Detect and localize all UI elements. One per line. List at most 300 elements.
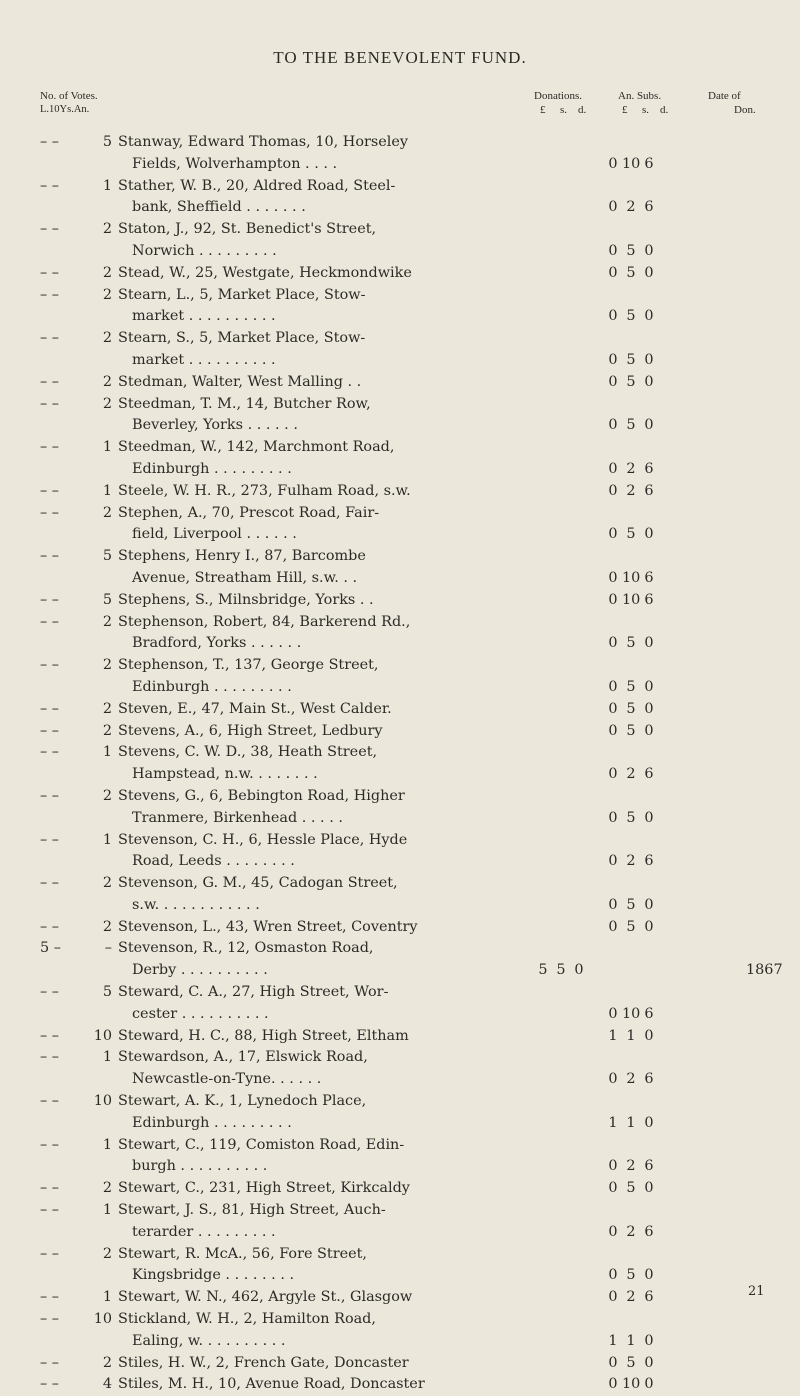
entry-line-1: Staton, J., 92, St. Benedict's Street, — [118, 221, 377, 238]
entry-line-1: Stiles, M. H., 10, Avenue Road, Doncaster — [118, 1376, 425, 1393]
entry-ly-marks: – – — [40, 744, 59, 761]
donation-amount: 0 — [574, 962, 584, 979]
page-number: 21 — [748, 1284, 765, 1299]
entry-line-1: Steward, H. C., 88, High Street, Eltham — [118, 1027, 409, 1044]
entry-ly-marks: – – — [40, 134, 59, 150]
entry-ly-marks: – – — [40, 984, 59, 1001]
subscription-amount: 0 — [608, 1289, 618, 1306]
entry-votes: 1 — [102, 744, 112, 761]
entry-line-1: Stewart, J. S., 81, High Street, Auch- — [118, 1202, 386, 1219]
subscription-amount: 2 — [626, 1158, 636, 1175]
entry-line-1: Stedman, Walter, West Malling . . — [118, 373, 362, 390]
entry-subscription — [604, 1287, 684, 1309]
subscription-amount: 5 — [626, 722, 636, 739]
list-item — [0, 1309, 800, 1353]
entry-subscription — [604, 808, 684, 830]
entry-line-1: Stevenson, L., 43, Wren Street, Coventry — [118, 918, 418, 935]
col-donations-units: £ s. d. — [540, 104, 587, 116]
entry-text — [118, 917, 458, 939]
subscription-amount: 5 — [626, 918, 636, 935]
entry-ly-marks: – – — [40, 831, 59, 848]
list-item — [0, 1287, 800, 1309]
entry-subscription — [604, 1222, 684, 1244]
entry-subscription — [604, 677, 684, 699]
entry-ly-marks: – – — [40, 1027, 59, 1044]
subscription-amount: 0 — [644, 526, 654, 543]
entry-text — [118, 546, 458, 590]
list-item — [0, 372, 800, 394]
entry-ly-marks: – – — [40, 373, 59, 390]
entry-text — [118, 721, 458, 743]
subscription-amount: 10 — [622, 155, 641, 172]
subscription-amount: 10 — [622, 1376, 641, 1393]
subscription-amount: 0 — [608, 766, 618, 783]
subscription-amount: 5 — [626, 700, 636, 717]
entry-votes: 1 — [102, 1049, 112, 1066]
subscription-amount: 0 — [608, 351, 618, 368]
entry-line-1: Stephenson, T., 137, George Street, — [118, 657, 379, 674]
entry-subscription — [604, 1004, 684, 1026]
entry-text — [118, 437, 458, 481]
subscription-amount: 6 — [644, 1223, 654, 1240]
entry-text — [118, 1287, 458, 1309]
list-item — [0, 132, 800, 176]
entry-line-1: Stead, W., 25, Westgate, Heckmondwike — [118, 264, 412, 281]
entry-ly-marks: – – — [40, 918, 59, 935]
entry-votes: 2 — [102, 1354, 112, 1371]
donation-amount: 5 — [556, 962, 566, 979]
subscription-amount: 6 — [644, 766, 654, 783]
entry-ly-marks: – – — [40, 1093, 59, 1110]
subscription-amount: 10 — [622, 569, 641, 586]
entry-ly-marks: – – — [40, 875, 59, 892]
subscription-amount: 0 — [644, 896, 654, 913]
list-item — [0, 655, 800, 699]
list-item — [0, 1244, 800, 1288]
entry-line-2: Hampstead, n.w. . . . . . . . — [132, 766, 318, 783]
entry-line-2: Avenue, Streatham Hill, s.w. . . — [132, 569, 358, 586]
subscription-amount: 0 — [608, 526, 618, 543]
entry-text — [118, 176, 458, 220]
entry-line-1: Stewart, R. McA., 56, Fore Street, — [118, 1245, 367, 1262]
entry-votes: 2 — [102, 504, 112, 521]
entry-line-1: Stickland, W. H., 2, Hamilton Road, — [118, 1311, 376, 1328]
entry-line-1: Steward, C. A., 27, High Street, Wor- — [118, 984, 389, 1001]
entry-votes: 5 — [102, 984, 112, 1001]
subscription-amount: 0 — [608, 199, 618, 216]
list-item — [0, 873, 800, 917]
entry-text — [118, 1135, 458, 1179]
entry-line-1: Stewardson, A., 17, Elswick Road, — [118, 1049, 368, 1066]
subscription-amount: 5 — [626, 242, 636, 259]
list-item — [0, 917, 800, 939]
entry-subscription — [604, 1374, 684, 1396]
list-item — [0, 1374, 800, 1396]
entry-line-2: Bradford, Yorks . . . . . . — [132, 635, 302, 652]
entry-subscription — [604, 568, 684, 590]
subscription-amount: 0 — [644, 635, 654, 652]
entry-line-1: Steele, W. H. R., 273, Fulham Road, s.w. — [118, 482, 411, 499]
entry-ly-marks: – – — [40, 1311, 59, 1328]
entry-ly-marks: – – — [40, 221, 59, 238]
list-item — [0, 328, 800, 372]
entry-votes: 10 — [93, 1093, 112, 1110]
entry-line-1: Stephen, A., 70, Prescot Road, Fair- — [118, 504, 380, 521]
col-an-subs: An. Subs. — [618, 90, 662, 102]
entry-subscription — [604, 1156, 684, 1178]
entry-line-1: Stevens, G., 6, Bebington Road, Higher — [118, 787, 405, 804]
list-item — [0, 1200, 800, 1244]
entry-line-2: Tranmere, Birkenhead . . . . . — [132, 809, 343, 826]
subscription-amount: 1 — [608, 1114, 618, 1131]
subscription-amount: 5 — [626, 417, 636, 434]
entry-votes: 1 — [102, 177, 112, 194]
entry-text — [118, 1026, 458, 1048]
subscription-amount: 0 — [608, 1180, 618, 1197]
subscription-amount: 0 — [608, 155, 618, 172]
entry-votes: 2 — [102, 373, 112, 390]
col-an-subs-units: £ s. d. — [622, 104, 669, 116]
entry-text — [118, 590, 458, 612]
entry-text — [118, 328, 458, 372]
subscription-amount: 6 — [644, 591, 654, 608]
entry-line-1: Steven, E., 47, Main St., West Calder. — [118, 700, 392, 717]
entry-votes: 2 — [102, 395, 112, 412]
subscription-amount: 5 — [626, 678, 636, 695]
entry-text — [118, 938, 458, 982]
entry-text — [118, 372, 458, 394]
subscription-amount: 6 — [644, 853, 654, 870]
subscription-amount: 0 — [644, 700, 654, 717]
entry-text — [118, 1309, 458, 1353]
entry-line-1: Stiles, H. W., 2, French Gate, Doncaster — [118, 1354, 409, 1371]
entry-votes: 1 — [102, 1202, 112, 1219]
entry-subscription — [604, 241, 684, 263]
subscription-amount: 2 — [626, 482, 636, 499]
list-item — [0, 503, 800, 547]
list-item — [0, 219, 800, 263]
entry-ly-marks: – – — [40, 722, 59, 739]
entry-line-2: Edinburgh . . . . . . . . . — [132, 460, 292, 477]
entry-subscription — [604, 306, 684, 328]
entry-votes: 2 — [102, 264, 112, 281]
entry-text — [118, 132, 458, 176]
col-donations: Donations. — [534, 90, 582, 102]
entry-ly-marks: – – — [40, 657, 59, 674]
subscription-amount: 6 — [644, 155, 654, 172]
entry-ly-marks: – – — [40, 1136, 59, 1153]
entry-text — [118, 219, 458, 263]
subscription-amount: 0 — [608, 482, 618, 499]
running-head: TO THE BENEVOLENT FUND. — [273, 48, 527, 67]
subscription-amount: 0 — [644, 1267, 654, 1284]
entry-line-2: Edinburgh . . . . . . . . . — [132, 678, 292, 695]
entry-subscription — [604, 633, 684, 655]
subscription-amount: 0 — [644, 417, 654, 434]
entry-text — [118, 1091, 458, 1135]
entry-text — [118, 1244, 458, 1288]
entry-line-1: Stather, W. B., 20, Aldred Road, Steel- — [118, 177, 396, 194]
subscription-amount: 0 — [608, 1071, 618, 1088]
subscription-amount: 0 — [644, 308, 654, 325]
entry-line-2: terarder . . . . . . . . . — [132, 1223, 276, 1240]
entry-votes: 10 — [93, 1311, 112, 1328]
subscription-amount: 1 — [626, 1332, 636, 1349]
subscription-amount: 1 — [608, 1027, 618, 1044]
subscription-amount: 0 — [608, 460, 618, 477]
entry-line-1: Stephens, Henry I., 87, Barcombe — [118, 548, 366, 565]
entry-votes: 5 — [102, 134, 112, 150]
entry-ly-marks: – – — [40, 286, 59, 303]
entry-line-1: Stevenson, G. M., 45, Cadogan Street, — [118, 875, 398, 892]
subscription-amount: 0 — [644, 678, 654, 695]
entry-text — [118, 873, 458, 917]
list-item — [0, 263, 800, 285]
subscription-amount: 5 — [626, 351, 636, 368]
subscription-amount: 2 — [626, 460, 636, 477]
entry-subscription — [604, 1353, 684, 1375]
entry-line-2: Derby . . . . . . . . . . — [132, 962, 268, 979]
entry-text — [118, 1353, 458, 1375]
list-item — [0, 1047, 800, 1091]
subscription-amount: 0 — [608, 678, 618, 695]
entry-line-1: Stewart, A. K., 1, Lynedoch Place, — [118, 1093, 367, 1110]
entry-subscription — [604, 372, 684, 394]
list-item — [0, 699, 800, 721]
entry-ly-marks: – – — [40, 548, 59, 565]
entry-line-2: Ealing, w. . . . . . . . . . — [132, 1332, 286, 1349]
entry-line-2: Kingsbridge . . . . . . . . — [132, 1267, 295, 1284]
entry-votes: 2 — [102, 657, 112, 674]
entry-ly-marks: – – — [40, 591, 59, 608]
subscription-amount: 6 — [644, 1158, 654, 1175]
list-item — [0, 1178, 800, 1200]
entry-line-2: Beverley, Yorks . . . . . . — [132, 417, 298, 434]
subscription-amount: 5 — [626, 526, 636, 543]
subscription-amount: 0 — [608, 1223, 618, 1240]
col-date-of-don: Date of — [708, 90, 741, 102]
entry-votes: 5 — [102, 591, 112, 608]
entry-donation — [534, 960, 614, 982]
subscription-amount: 0 — [644, 373, 654, 390]
entry-text — [118, 394, 458, 438]
entry-votes: 1 — [102, 439, 112, 456]
subscription-amount: 0 — [608, 853, 618, 870]
entry-ly-marks: – – — [40, 1202, 59, 1219]
entry-ly-marks: – – — [40, 439, 59, 456]
entry-votes: 1 — [102, 1136, 112, 1153]
list-item — [0, 721, 800, 743]
subscription-amount: 5 — [626, 809, 636, 826]
entry-subscription — [604, 154, 684, 176]
subscription-amount: 0 — [608, 591, 618, 608]
list-item — [0, 938, 800, 982]
list-item — [0, 830, 800, 874]
entry-line-1: Stephens, S., Milnsbridge, Yorks . . — [118, 591, 374, 608]
entry-votes: 2 — [102, 700, 112, 717]
subscription-amount: 0 — [608, 1158, 618, 1175]
entry-votes: 1 — [102, 831, 112, 848]
entry-text — [118, 1047, 458, 1091]
subscription-amount: 6 — [644, 1289, 654, 1306]
entry-line-1: Stevens, A., 6, High Street, Ledbury — [118, 722, 383, 739]
col-date-of-don-2: Don. — [734, 104, 756, 116]
entry-line-1: Stewart, C., 231, High Street, Kirkcaldy — [118, 1180, 410, 1197]
subscription-amount: 1 — [608, 1332, 618, 1349]
subscription-amount: 0 — [608, 896, 618, 913]
entry-ly-marks: – – — [40, 613, 59, 630]
entry-subscription — [604, 1265, 684, 1287]
entry-votes: 2 — [102, 286, 112, 303]
subscription-amount: 2 — [626, 199, 636, 216]
col-no-of-votes: No. of Votes. — [40, 90, 98, 102]
subscription-amount: 0 — [644, 1354, 654, 1371]
subscription-amount: 0 — [608, 373, 618, 390]
entry-votes: 2 — [102, 1180, 112, 1197]
list-item — [0, 176, 800, 220]
subscription-amount: 6 — [644, 199, 654, 216]
entry-ly-marks: – – — [40, 1376, 59, 1393]
subscription-amount: 2 — [626, 1223, 636, 1240]
entry-line-1: Steedman, W., 142, Marchmont Road, — [118, 439, 395, 456]
entry-ly-marks: – – — [40, 1354, 59, 1371]
subscription-amount: 5 — [626, 308, 636, 325]
entry-subscription — [604, 197, 684, 219]
list-item — [0, 612, 800, 656]
list-item — [0, 481, 800, 503]
entry-line-1: Steedman, T. M., 14, Butcher Row, — [118, 395, 371, 412]
entry-votes: 1 — [102, 482, 112, 499]
subscription-amount: 0 — [644, 1376, 654, 1393]
entry-text — [118, 699, 458, 721]
subscription-amount: 0 — [644, 1114, 654, 1131]
subscription-amount: 0 — [644, 722, 654, 739]
subscription-amount: 0 — [644, 1332, 654, 1349]
subscription-amount: 0 — [644, 1180, 654, 1197]
entry-subscription — [604, 699, 684, 721]
entry-text — [118, 285, 458, 329]
entry-line-1: Stevenson, R., 12, Osmaston Road, — [118, 940, 374, 957]
entry-list — [0, 132, 800, 1396]
entry-date: 1867 — [746, 962, 783, 979]
subscription-amount: 0 — [608, 308, 618, 325]
subscription-amount: 0 — [644, 242, 654, 259]
subscription-amount: 0 — [608, 569, 618, 586]
entry-ly-marks: – – — [40, 1245, 59, 1262]
entry-line-2: burgh . . . . . . . . . . — [132, 1158, 268, 1175]
entry-text — [118, 1374, 458, 1396]
entry-text — [118, 982, 458, 1026]
entry-ly-marks: – – — [40, 330, 59, 347]
entry-subscription — [604, 350, 684, 372]
entry-votes: 1 — [102, 1289, 112, 1306]
list-item — [0, 742, 800, 786]
col-l10ys-an: L.10Ys.An. — [40, 104, 90, 115]
entry-subscription — [604, 415, 684, 437]
entry-ly-marks: – – — [40, 264, 59, 281]
entry-line-2: cester . . . . . . . . . . — [132, 1005, 269, 1022]
entry-subscription — [604, 263, 684, 285]
entry-subscription — [604, 524, 684, 546]
entry-subscription — [604, 1069, 684, 1091]
subscription-amount: 0 — [608, 1376, 618, 1393]
list-item — [0, 437, 800, 481]
entry-ly-marks: – – — [40, 700, 59, 717]
subscription-amount: 2 — [626, 1071, 636, 1088]
entry-subscription — [604, 590, 684, 612]
entry-text — [118, 786, 458, 830]
entry-line-2: field, Liverpool . . . . . . — [132, 526, 297, 543]
entry-votes: 2 — [102, 722, 112, 739]
entry-line-1: Stephenson, Robert, 84, Barkerend Rd., — [118, 613, 411, 630]
subscription-amount: 0 — [608, 722, 618, 739]
donation-amount: 5 — [538, 962, 548, 979]
subscription-amount: 0 — [608, 700, 618, 717]
subscription-amount: 6 — [644, 482, 654, 499]
entry-ly-marks: – – — [40, 1289, 59, 1306]
subscription-amount: 6 — [644, 1071, 654, 1088]
subscription-amount: 0 — [608, 1005, 618, 1022]
entry-text — [118, 612, 458, 656]
entry-subscription — [604, 1331, 684, 1353]
subscription-amount: 2 — [626, 853, 636, 870]
entry-ly-marks: – – — [40, 1180, 59, 1197]
entry-line-1: Stanway, Edward Thomas, 10, Horseley — [118, 134, 409, 150]
subscription-amount: 0 — [608, 417, 618, 434]
entry-votes: 2 — [102, 613, 112, 630]
entry-line-2: Norwich . . . . . . . . . — [132, 242, 277, 259]
entry-line-2: Fields, Wolverhampton . . . . — [132, 155, 338, 172]
entry-subscription — [604, 459, 684, 481]
subscription-amount: 0 — [644, 1027, 654, 1044]
entry-votes: 2 — [102, 918, 112, 935]
subscription-amount: 6 — [644, 1005, 654, 1022]
entry-line-2: Road, Leeds . . . . . . . . — [132, 853, 295, 870]
entry-subscription — [604, 851, 684, 873]
list-item — [0, 1091, 800, 1135]
entry-votes: – — [104, 940, 112, 957]
entry-ly-marks: 5 – — [40, 940, 61, 957]
entry-text — [118, 481, 458, 503]
entry-votes: 10 — [93, 1027, 112, 1044]
entry-votes: 2 — [102, 787, 112, 804]
list-item — [0, 285, 800, 329]
entry-subscription — [604, 1178, 684, 1200]
entry-text — [118, 655, 458, 699]
entry-ly-marks: – – — [40, 504, 59, 521]
entry-text — [118, 503, 458, 547]
subscription-amount: 0 — [644, 918, 654, 935]
subscription-amount: 6 — [644, 460, 654, 477]
subscription-amount: 2 — [626, 766, 636, 783]
subscription-amount: 5 — [626, 1180, 636, 1197]
entry-line-2: Newcastle-on-Tyne. . . . . . — [132, 1071, 322, 1088]
subscription-amount: 0 — [608, 264, 618, 281]
entry-votes: 5 — [102, 548, 112, 565]
list-item — [0, 1353, 800, 1375]
subscription-amount: 5 — [626, 1267, 636, 1284]
subscription-amount: 0 — [608, 918, 618, 935]
subscription-amount: 1 — [626, 1114, 636, 1131]
subscription-amount: 5 — [626, 635, 636, 652]
entry-line-1: Stewart, W. N., 462, Argyle St., Glasgow — [118, 1289, 413, 1306]
entry-line-1: Stevens, C. W. D., 38, Heath Street, — [118, 744, 378, 761]
entry-subscription — [604, 1026, 684, 1048]
entry-text — [118, 742, 458, 786]
subscription-amount: 0 — [608, 635, 618, 652]
entry-ly-marks: – – — [40, 395, 59, 412]
entry-subscription — [604, 764, 684, 786]
